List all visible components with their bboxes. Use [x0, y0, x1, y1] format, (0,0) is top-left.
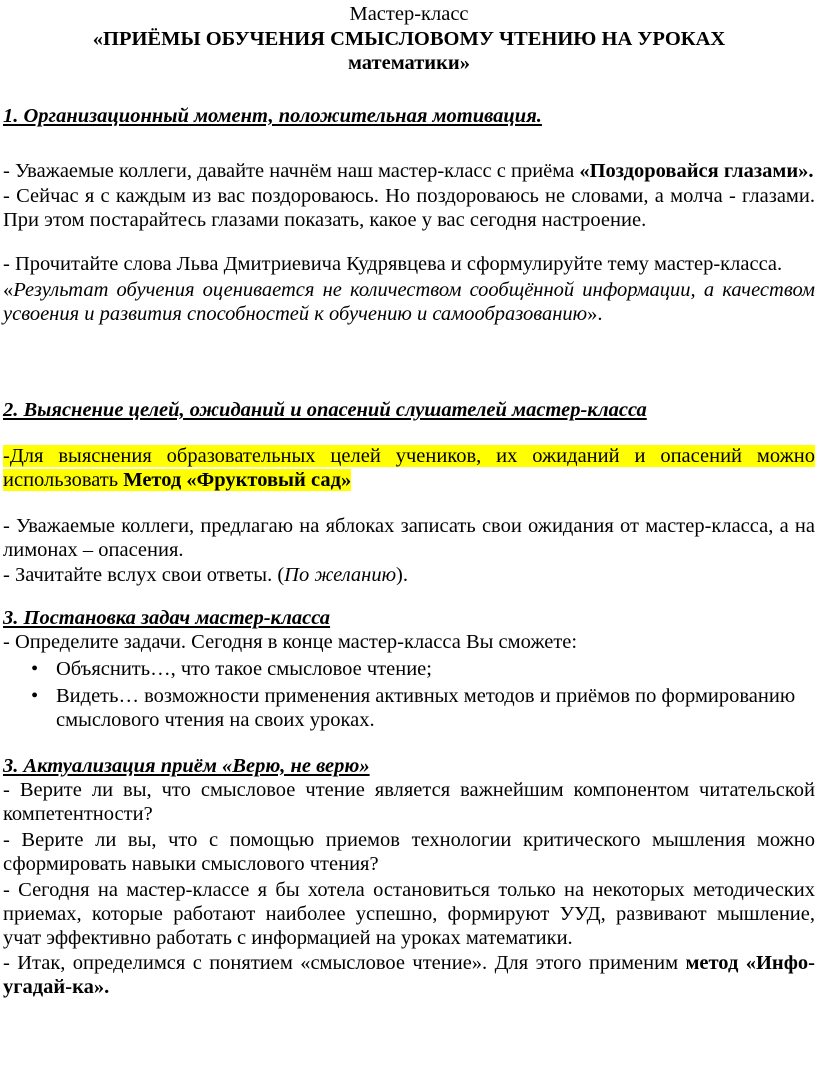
info-guess-method-name: метод «Инфо-угадай-ка». — [3, 952, 815, 998]
section-2-paragraph-2-text: - Зачитайте вслух свои ответы. ( — [3, 564, 285, 586]
highlighted-text: -Для выяснения образовательных целей учеников, их ожиданий и опасений можно использовать — [3, 445, 815, 491]
fruit-garden-method-name: Метод «Фруктовый сад» — [123, 469, 352, 491]
document-title-line1: «ПРИЁМЫ ОБУЧЕНИЯ СМЫСЛОВОМУ ЧТЕНИЮ НА УРОКАХ — [92, 28, 726, 50]
section-2-heading: 2. Выяснение целей, ожиданий и опасений слушателей мастер-класса — [3, 399, 647, 421]
section-4-paragraph-4-text: - Итак, определимся с понятием «смысловое чтение». Для этого применим — [3, 952, 686, 974]
list-item: • Объяснить…, что такое смысловое чтение; — [3, 657, 815, 681]
section-3-intro: - Определите задачи. Сегодня в конце мастер-класса Вы сможете: — [3, 631, 578, 653]
section-1-heading: 1. Организационный момент, положительная мотивация. — [3, 105, 542, 127]
section-2-paragraph-2 — [3, 563, 815, 587]
section-1-paragraph-2: - Сейчас я с каждым из вас поздороваюсь. Но поздороваюсь не словами, а молча - глазами. При этом постарайтесь глазами показать, какое у вас сегодня настроение. — [3, 185, 815, 231]
section-3-heading: 3. Постановка задач мастер-класса — [3, 607, 331, 629]
section-4-paragraph-2: - Верите ли вы, что с помощью приемов технологии критического мышления можно сформировать навыки смыслового чтения? — [3, 829, 815, 875]
document-title-line2: математики» — [347, 52, 470, 74]
quote-close-mark: ». — [587, 303, 603, 325]
greeting-technique-name: «Поздоровайся глазами». — [579, 160, 814, 182]
section-4-heading: 3. Актуализация приём «Верю, не верю» — [3, 755, 370, 777]
document-page — [3, 0, 815, 999]
section-2-paragraph-1: - Уважаемые коллеги, предлагаю на яблоках записать свои ожидания от мастер-класса, а на лимонах – опасения. — [3, 515, 815, 561]
section-2-paragraph-2-end: ). — [396, 564, 408, 586]
fruit-garden-paragraph — [3, 444, 815, 492]
section-4-paragraph-3: - Сегодня на мастер-классе я бы хотела остановиться только на некоторых методических приемах, которые работают наиболее успешно, формируют УУД, развивают мышление, учат эффективно работать с информацией на уроках математики. — [3, 879, 815, 949]
kudryavtsev-quote — [3, 278, 815, 326]
section-1-paragraph-3: - Прочитайте слова Льва Дмитриевича Кудрявцева и сформулируйте тему мастер-класса. — [3, 253, 783, 275]
quote-text: Результат обучения оценивается не количеством сообщённой информации, а качеством усвоения и развития способностей к обучению и самообразованию — [3, 279, 815, 325]
section-4-paragraph-4 — [3, 951, 815, 999]
section-1-paragraph-1-text: - Уважаемые коллеги, давайте начнём наш мастер-класс с приёма — [3, 160, 580, 182]
section-1-paragraph-1 — [3, 159, 815, 183]
optional-note: По желанию — [284, 564, 397, 586]
tasks-list — [3, 657, 815, 732]
quote-open-mark: « — [3, 279, 14, 301]
list-item: • Видеть… возможности применения активных методов и приёмов по формированию смыслового чтения на своих уроках. — [3, 684, 815, 732]
section-4-paragraph-1: - Верите ли вы, что смысловое чтение является важнейшим компонентом читательской компетентности? — [3, 779, 815, 825]
masterclass-label: Мастер-класс — [349, 3, 469, 25]
